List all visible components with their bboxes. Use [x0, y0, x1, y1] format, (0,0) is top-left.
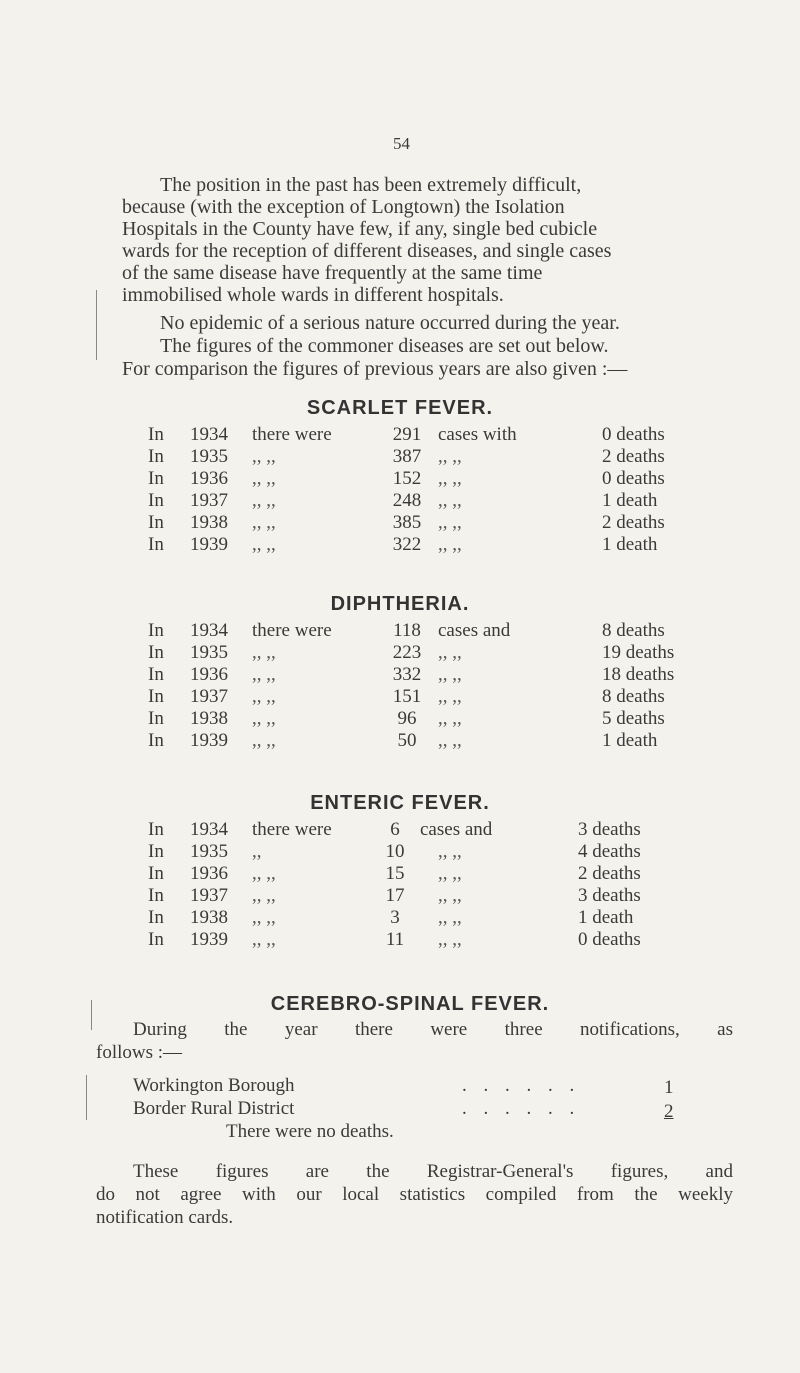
table-row [148, 446, 708, 468]
tail: ,, ,, [438, 885, 462, 906]
scarlet-fever-table [148, 424, 708, 556]
tail: ,, ,, [438, 512, 462, 533]
tail: ,, ,, [438, 664, 462, 685]
closing-line-3: notification cards. [96, 1207, 234, 1228]
tail: ,, ,, [438, 708, 462, 729]
deaths: 1 death [602, 730, 658, 751]
intro-line: of the same disease have frequently at the same time [122, 262, 543, 284]
tail: ,, ,, [438, 490, 462, 511]
year: 1936 [190, 863, 228, 884]
in-label: In [148, 730, 164, 751]
cases: 322 [392, 534, 422, 555]
enteric-fever-table [148, 819, 708, 951]
enteric-fever-heading: ENTERIC FEVER. [310, 792, 490, 814]
table-row [148, 929, 708, 951]
deaths: 0 deaths [578, 929, 641, 950]
year: 1938 [190, 512, 228, 533]
tail: ,, ,, [438, 907, 462, 928]
cases: 6 [390, 819, 400, 840]
deaths: 4 deaths [578, 841, 641, 862]
cases: 50 [397, 730, 417, 751]
tail: ,, ,, [438, 863, 462, 884]
tail: ,, ,, [438, 929, 462, 950]
table-row [148, 664, 708, 686]
page-number: 54 [393, 134, 410, 153]
tail: ,, ,, [438, 642, 462, 663]
cases: 96 [397, 708, 417, 729]
table-row [148, 708, 708, 730]
year: 1934 [190, 424, 228, 445]
phrase: there were [252, 424, 332, 445]
table-row [148, 885, 708, 907]
in-label: In [148, 424, 164, 445]
phrase: there were [252, 819, 332, 840]
deaths: 1 death [602, 534, 658, 555]
cases: 291 [392, 424, 422, 445]
in-label: In [148, 841, 164, 862]
year: 1935 [190, 642, 228, 663]
deaths: 1 death [578, 907, 634, 928]
in-label: In [148, 490, 164, 511]
cases: 152 [392, 468, 422, 489]
deaths: 0 deaths [602, 468, 665, 489]
in-label: In [148, 446, 164, 467]
year: 1939 [190, 929, 228, 950]
intro-line-figures: The figures of the commoner diseases are set out below. [160, 335, 609, 357]
intro-line: The position in the past has been extremely difficult, [160, 174, 582, 196]
diphtheria-heading: DIPHTHERIA. [330, 593, 470, 615]
in-label: In [148, 468, 164, 489]
cases: 248 [392, 490, 422, 511]
intro-line: because (with the exception of Longtown) the Isolation [122, 196, 565, 218]
cases: 118 [393, 620, 421, 641]
table-row [148, 907, 708, 929]
margin-mark-top [96, 290, 97, 360]
item-value: 2 [664, 1101, 674, 1122]
phrase: there were [252, 620, 332, 641]
tail: ,, ,, [438, 730, 462, 751]
in-label: In [148, 708, 164, 729]
tail: ,, ,, [438, 468, 462, 489]
phrase: ,, [252, 841, 262, 862]
deaths: 8 deaths [602, 686, 665, 707]
cases: 3 [390, 907, 400, 928]
deaths: 18 deaths [602, 664, 675, 685]
intro-line: Hospitals in the County have few, if any, single bed cubicle [122, 218, 598, 240]
tail: ,, ,, [438, 534, 462, 555]
deaths: 2 deaths [602, 446, 665, 467]
in-label: In [148, 620, 164, 641]
in-label: In [148, 863, 164, 884]
table-row [148, 620, 708, 642]
year: 1936 [190, 664, 228, 685]
table-row [148, 534, 708, 556]
table-row [148, 730, 708, 752]
phrase: ,, ,, [252, 863, 276, 884]
closing-line-2: do not agree with our local statistics compiled from the weekly [96, 1184, 733, 1205]
deaths: 2 deaths [578, 863, 641, 884]
year: 1937 [190, 490, 228, 511]
cases: 10 [385, 841, 405, 862]
cases: 387 [392, 446, 422, 467]
deaths: 5 deaths [602, 708, 665, 729]
in-label: In [148, 929, 164, 950]
tail: ,, ,, [438, 841, 462, 862]
phrase: ,, ,, [252, 642, 276, 663]
item-label: Workington Borough [133, 1075, 295, 1096]
scarlet-fever-heading: SCARLET FEVER. [306, 397, 494, 419]
item-label: Border Rural District [133, 1098, 295, 1119]
table-row [148, 819, 708, 841]
intro-line-comparison: For comparison the figures of previous years are also given :— [122, 358, 628, 380]
deaths: 0 deaths [602, 424, 665, 445]
year: 1934 [190, 620, 228, 641]
phrase: ,, ,, [252, 686, 276, 707]
no-deaths-note: There were no deaths. [226, 1121, 394, 1142]
cases: 11 [385, 929, 405, 950]
tail: cases and [420, 819, 493, 840]
item-value: 1 [664, 1077, 674, 1098]
table-row [148, 490, 708, 512]
year: 1937 [190, 885, 228, 906]
tail: ,, ,, [438, 446, 462, 467]
year: 1939 [190, 534, 228, 555]
cases: 15 [385, 863, 405, 884]
intro-paragraph [122, 174, 682, 306]
phrase: ,, ,, [252, 490, 276, 511]
phrase: ,, ,, [252, 446, 276, 467]
item-leader: . . . . . . [462, 1098, 581, 1119]
margin-mark-lower [86, 1075, 87, 1120]
intro-line: wards for the reception of different diseases, and single cases [122, 240, 612, 262]
year: 1938 [190, 907, 228, 928]
in-label: In [148, 642, 164, 663]
phrase: ,, ,, [252, 512, 276, 533]
tail: ,, ,, [438, 686, 462, 707]
table-row [148, 686, 708, 708]
year: 1937 [190, 686, 228, 707]
item-leader: . . . . . . [462, 1075, 581, 1096]
in-label: In [148, 534, 164, 555]
cases: 332 [392, 664, 422, 685]
year: 1935 [190, 446, 228, 467]
year: 1938 [190, 708, 228, 729]
intro-line: immobilised whole wards in different hospitals. [122, 284, 504, 306]
tail: cases with [438, 424, 517, 445]
cerebro-spinal-heading: CEREBRO-SPINAL FEVER. [270, 993, 550, 1015]
closing-line-1: These figures are the Registrar-General's figures, and [133, 1161, 733, 1182]
phrase: ,, ,, [252, 730, 276, 751]
table-row [148, 863, 708, 885]
deaths: 1 death [602, 490, 658, 511]
cases: 385 [392, 512, 422, 533]
phrase: ,, ,, [252, 534, 276, 555]
tail: cases and [438, 620, 511, 641]
deaths: 8 deaths [602, 620, 665, 641]
in-label: In [148, 819, 164, 840]
table-row [148, 841, 708, 863]
deaths: 3 deaths [578, 819, 641, 840]
table-row [148, 468, 708, 490]
phrase: ,, ,, [252, 885, 276, 906]
year: 1936 [190, 468, 228, 489]
phrase: ,, ,, [252, 929, 276, 950]
phrase: ,, ,, [252, 468, 276, 489]
phrase: ,, ,, [252, 664, 276, 685]
in-label: In [148, 512, 164, 533]
deaths: 3 deaths [578, 885, 641, 906]
intro-line-epidemic: No epidemic of a serious nature occurred during the year. [160, 312, 620, 334]
deaths: 19 deaths [602, 642, 675, 663]
year: 1934 [190, 819, 228, 840]
cerebro-intro-2: follows :— [96, 1042, 183, 1063]
cerebro-intro-1: During the year there were three notifications, as [133, 1019, 733, 1040]
table-row [148, 424, 708, 446]
diphtheria-table [148, 620, 708, 752]
deaths: 2 deaths [602, 512, 665, 533]
cases: 17 [385, 885, 405, 906]
in-label: In [148, 885, 164, 906]
cases: 223 [392, 642, 422, 663]
phrase: ,, ,, [252, 907, 276, 928]
table-row [148, 642, 708, 664]
table-row [148, 512, 708, 534]
in-label: In [148, 664, 164, 685]
year: 1935 [190, 841, 228, 862]
phrase: ,, ,, [252, 708, 276, 729]
in-label: In [148, 686, 164, 707]
year: 1939 [190, 730, 228, 751]
in-label: In [148, 907, 164, 928]
cases: 151 [392, 686, 422, 707]
